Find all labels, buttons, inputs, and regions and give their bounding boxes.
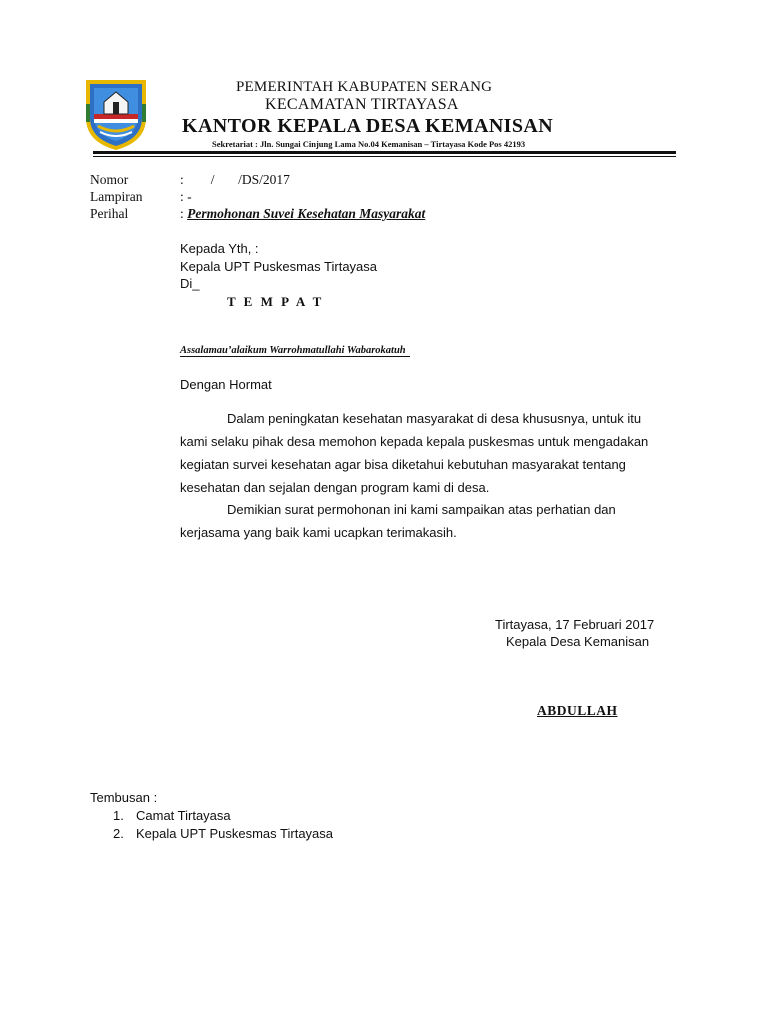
body-line-1: Dalam peningkatan kesehatan masyarakat di desa khususnya, untuk itu bbox=[227, 411, 642, 426]
signature-name: ABDULLAH bbox=[537, 703, 618, 718]
cc-item-number: 1. bbox=[113, 808, 124, 823]
perihal-colon: : bbox=[180, 206, 184, 221]
letterhead-line-1: PEMERINTAH KABUPATEN SERANG bbox=[236, 79, 493, 95]
recipient-greeting: Kepada Yth, : bbox=[180, 241, 259, 256]
body-line-5: Demikian surat permohonan ini kami sampaikan atas perhatian dan bbox=[227, 502, 616, 517]
nomor-label: Nomor bbox=[90, 172, 129, 187]
perihal-label: Perihal bbox=[90, 206, 129, 221]
letterhead-thin-rule bbox=[93, 156, 676, 157]
body-line-4: kesehatan dan sejalan dengan program kami di desa. bbox=[180, 480, 490, 495]
signature-title: Kepala Desa Kemanisan bbox=[506, 634, 650, 649]
opening-greeting: Dengan Hormat bbox=[180, 377, 272, 392]
lampiran-value: : - bbox=[180, 189, 192, 204]
letterhead-address: Sekretariat : Jln. Sungai Cinjung Lama No.04 Kemanisan – Tirtayasa Kode Pos 42193 bbox=[212, 139, 526, 149]
regency-coat-of-arms-icon bbox=[80, 78, 152, 150]
cc-item-number: 2. bbox=[113, 826, 124, 841]
body-line-3: kegiatan survei kesehatan agar bisa diketahui kebutuhan masyarakat tentang bbox=[180, 457, 626, 472]
letterhead-thick-rule bbox=[93, 151, 676, 154]
cc-item-text: Kepala UPT Puskesmas Tirtayasa bbox=[136, 826, 334, 841]
recipient-di: Di_ bbox=[180, 276, 200, 291]
cc-label: Tembusan : bbox=[90, 790, 158, 805]
body-line-2: kami selaku pihak desa memohon kepada kepala puskesmas untuk mengadakan bbox=[180, 434, 649, 449]
perihal-value: Permohonan Suvei Kesehatan Masyarakat bbox=[187, 206, 426, 221]
lampiran-label: Lampiran bbox=[90, 189, 143, 204]
salam-greeting: Assalamau’alaikum Warrohmatullahi Wabarokatuh bbox=[180, 345, 410, 357]
perihal-line bbox=[180, 206, 425, 222]
body-line-6: kerjasama yang baik kami ucapkan terimakasih. bbox=[180, 525, 457, 540]
signature-place-date: Tirtayasa, 17 Februari 2017 bbox=[495, 617, 655, 632]
nomor-value: : / /DS/2017 bbox=[180, 172, 290, 187]
recipient-place: T E M P A T bbox=[227, 294, 324, 309]
letterhead-office-title: KANTOR KEPALA DESA KEMANISAN bbox=[182, 115, 554, 137]
cc-item-text: Camat Tirtayasa bbox=[136, 808, 231, 823]
letterhead-line-2: KECAMATAN TIRTAYASA bbox=[265, 96, 459, 113]
recipient-name: Kepala UPT Puskesmas Tirtayasa bbox=[180, 259, 378, 274]
